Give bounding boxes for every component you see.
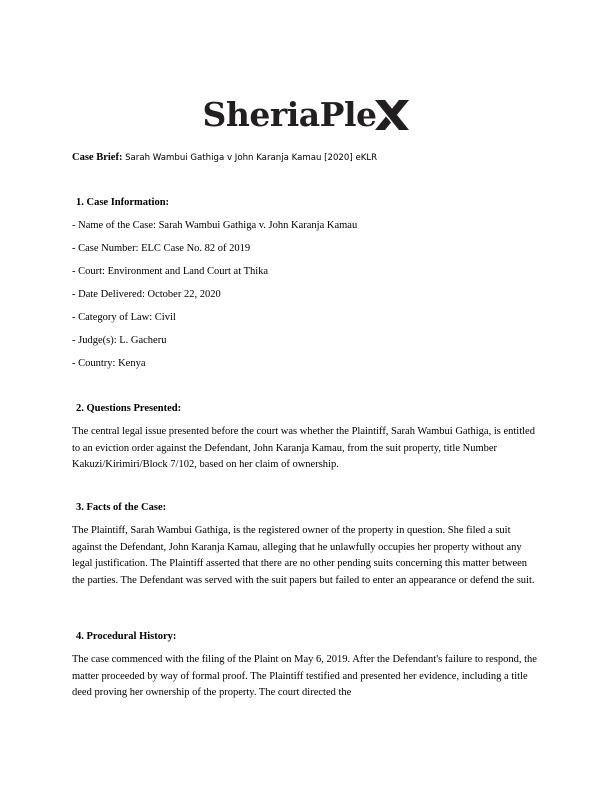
section-heading-procedural-history: 4. Procedural History: [76,631,177,642]
section-heading-questions-presented: 2. Questions Presented: [76,403,182,414]
sheriaplex-logo [0,95,612,134]
case-brief-title: Sarah Wambui Gathiga v John Karanja Kamau [2020] eKLR [125,153,378,163]
logo-wordmark [202,95,410,134]
case-info-item: - Court: Environment and Land Court at Thika [72,266,269,277]
case-brief-label: Case Brief: [72,152,123,163]
x-logo-icon [375,100,409,130]
facts-paragraph: The Plaintiff, Sarah Wambui Gathiga, is the registered owner of the property in question. She filed a suit against the Defendant, John Karanja Kamau, alleging that he unlawfully occupies her property without any legal justification. The Plaintiff asserted that there are no other pending suits concerning this matter between the parties. The Defendant was served with the suit papers but failed to enter an appearance or defend the suit. [72,525,535,586]
section-heading-facts: 3. Facts of the Case: [76,502,167,513]
logo-text: SheriaPle [202,95,377,134]
case-info-item: - Category of Law: Civil [72,312,176,323]
case-info-item: - Country: Kenya [72,358,146,369]
case-info-item: - Name of the Case: Sarah Wambui Gathiga v. John Karanja Kamau [72,220,358,231]
case-info-item: - Judge(s): L. Gacheru [72,335,167,346]
questions-paragraph: The central legal issue presented before the court was whether the Plaintiff, Sarah Wambui Gathiga, is entitled to an eviction order against the Defendant, John Karanja Kamau, from the suit property, title Number Kakuzi/Kirimiri/Block 7/102, based on her claim of ownership. [72,426,535,470]
section-heading-case-information: 1. Case Information: [76,197,170,208]
case-brief-line [72,152,377,163]
procedural-paragraph: The case commenced with the filing of the Plaint on May 6, 2019. After the Defendant's failure to respond, the matter proceeded by way of formal proof. The Plaintiff testified and presented her evidence, including a title deed proving her ownership of the property. The court directed the [72,654,537,698]
case-info-item: - Date Delivered: October 22, 2020 [72,289,221,300]
case-info-item: - Case Number: ELC Case No. 82 of 2019 [72,243,251,254]
